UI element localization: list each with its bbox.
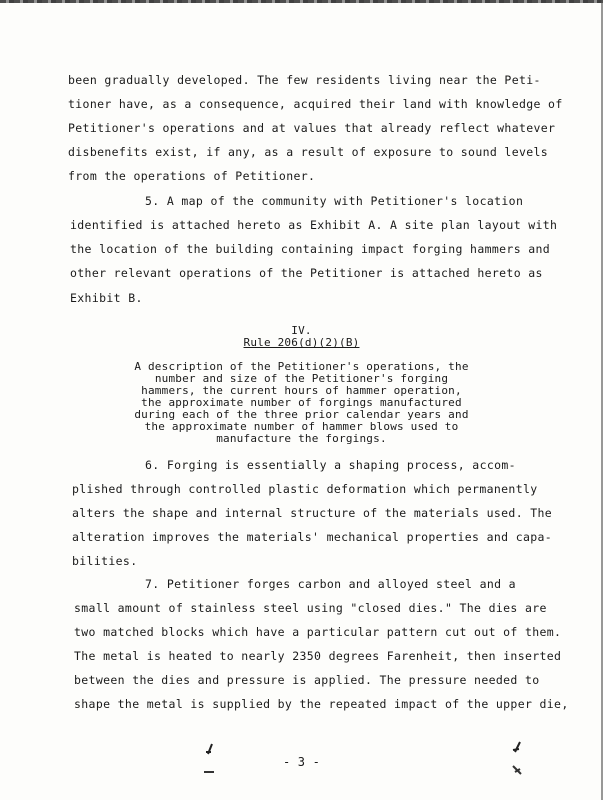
body-line: small amount of stainless steel using "closed dies." The dies are	[74, 601, 547, 615]
page-number: - 3 -	[282, 755, 321, 769]
body-line: bilities.	[72, 554, 138, 568]
description-line: number and size of the Petitioner's forging	[154, 372, 449, 385]
description-line: manufacture the forgings.	[216, 432, 387, 445]
paragraph-6-start: 6. Forging is essentially a shaping process, accom-	[145, 458, 516, 472]
body-line: The metal is heated to nearly 2350 degrees Farenheit, then inserted	[74, 649, 562, 663]
section-rule-wrap	[0, 337, 603, 349]
body-line: between the dies and pressure is applied. The pressure needed to	[74, 673, 540, 687]
description-line: hammers, the current hours of hammer operation,	[141, 384, 462, 397]
body-line: plished through controlled plastic deformation which permanently	[72, 482, 538, 496]
body-line: shape the metal is supplied by the repeated impact of the upper die,	[74, 697, 569, 711]
description-line: A description of the Petitioner's operations, the	[134, 360, 469, 373]
body-line: tioner have, as a consequence, acquired their land with knowledge of	[68, 97, 563, 111]
paragraph-5-start: 5. A map of the community with Petitioner's location	[145, 194, 524, 208]
description-line: during each of the three prior calendar years and	[134, 408, 469, 421]
body-line: disbenefits exist, if any, as a result of exposure to sound levels	[68, 145, 549, 159]
body-line: identified is attached hereto as Exhibit A. A site plan layout with	[70, 218, 558, 232]
description-line: the approximate number of forgings manufactured	[141, 396, 462, 409]
body-line: two matched blocks which have a particular pattern cut out of them.	[74, 625, 562, 639]
scan-mark-right-icon	[506, 738, 530, 778]
body-line: Petitioner's operations and at values that already reflect whatever	[68, 121, 556, 135]
scan-top-edge	[0, 0, 603, 3]
body-line: other relevant operations of the Petitioner is attached hereto as	[70, 266, 543, 280]
section-rule: Rule 206(d)(2)(B)	[243, 336, 360, 349]
description-line: the approximate number of hammer blows used to	[144, 420, 459, 433]
body-line: from the operations of Petitioner.	[68, 169, 316, 183]
body-line: been gradually developed. The few residents living near the Peti-	[68, 73, 541, 87]
body-line: alteration improves the materials' mechanical properties and capa-	[72, 530, 553, 544]
section-number: IV.	[291, 324, 312, 337]
body-line: the location of the building containing impact forging hammers and	[70, 242, 551, 256]
body-line: alters the shape and internal structure of the materials used. The	[72, 506, 553, 520]
scan-mark-left-icon	[198, 740, 222, 780]
body-line: Exhibit B.	[70, 291, 143, 305]
paragraph-7-start: 7. Petitioner forges carbon and alloyed steel and a	[145, 577, 516, 591]
